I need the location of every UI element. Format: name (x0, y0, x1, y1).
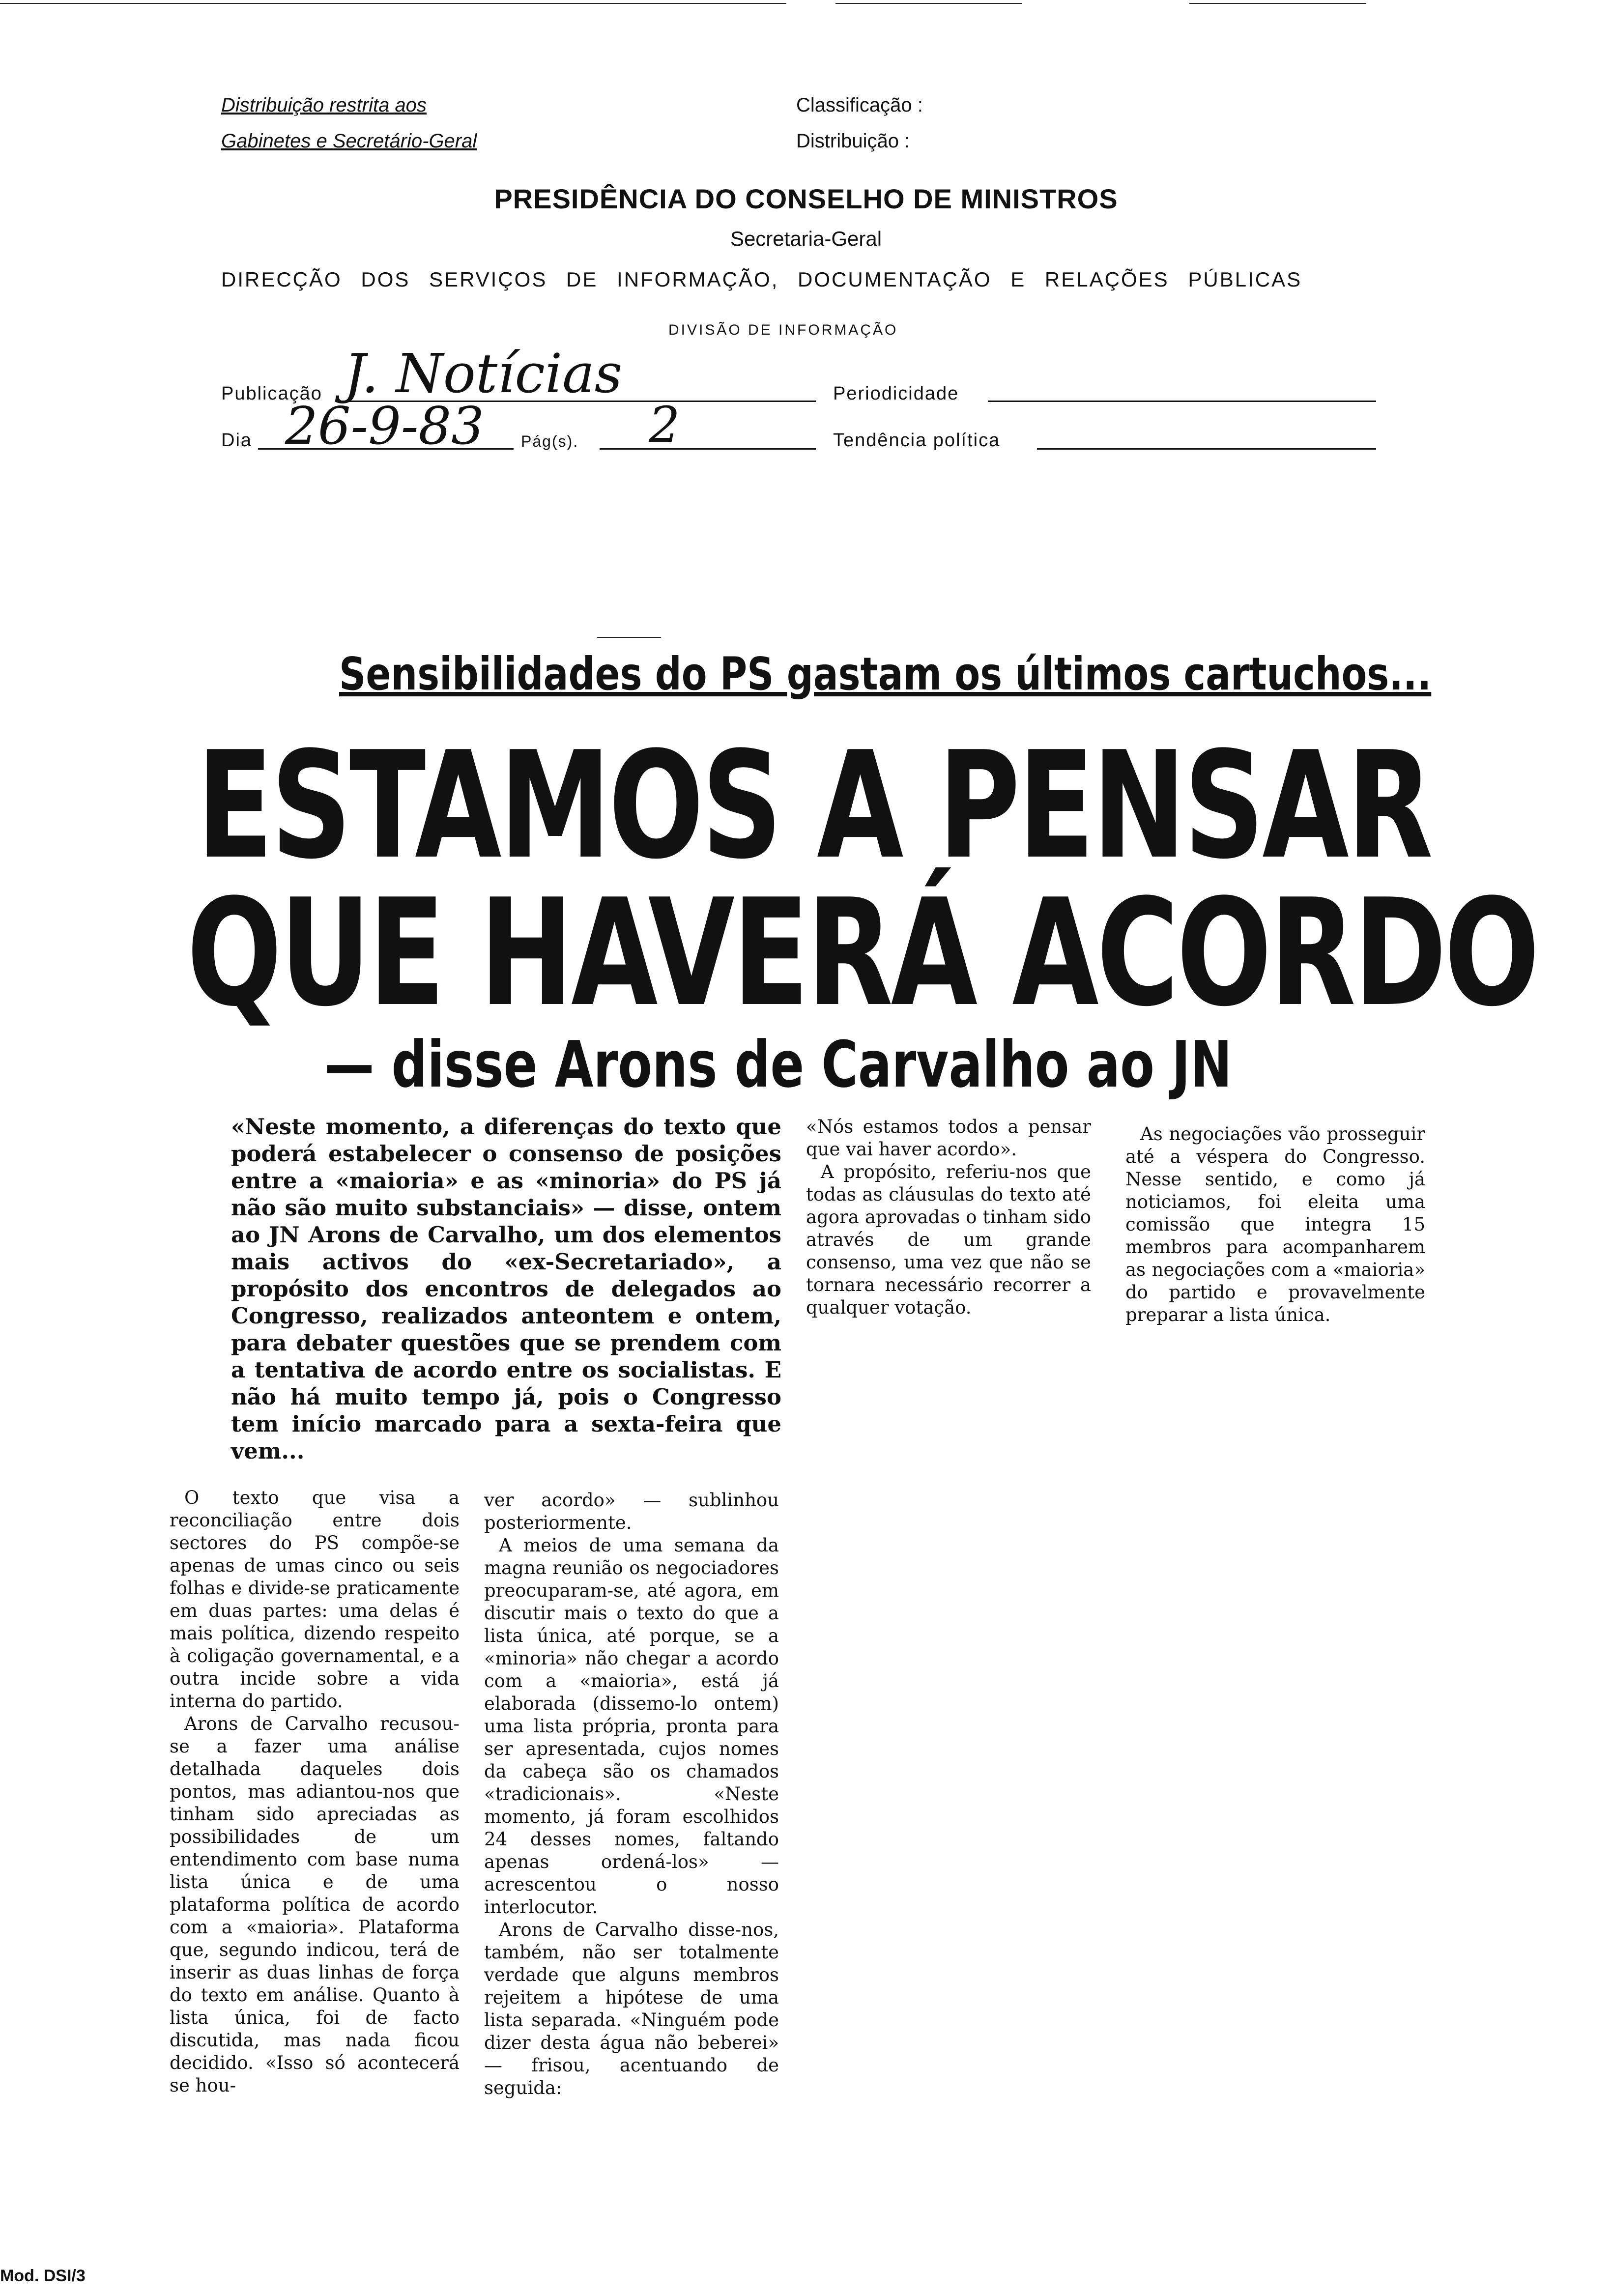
pages-label: Pág(s). (521, 432, 579, 450)
classification-label: Classificação : (796, 94, 923, 116)
paragraph: A propósito, referiu-nos que todas as cláusulas do texto até agora aprovadas o tinham sido através de um grande consenso, uma vez que não se tornara necessário recorrer a qualquer votação. (806, 1161, 1091, 1318)
article-byline: — disse Arons de Carvalho ao JN (324, 1027, 1232, 1102)
article-kicker: Sensibilidades do PS gastam os últimos cartuchos... (339, 648, 1432, 700)
pages-line (600, 448, 816, 450)
day-label: Dia (221, 430, 253, 451)
page-title: PRESIDÊNCIA DO CONSELHO DE MINISTROS (494, 183, 1118, 214)
separator-rule (597, 637, 661, 638)
scan-edge-rule (1189, 3, 1366, 4)
headline-line-2: QUE HAVERÁ ACORDO (187, 867, 1538, 1039)
paragraph: ver acordo» — sublinhou posteriormente. (484, 1490, 779, 1533)
distribution-line-1: Distribuição restrita aos (221, 94, 427, 116)
distribution-line-2: Gabinetes e Secretário-Geral (221, 130, 477, 152)
column-2 (484, 1489, 779, 2099)
periodicity-label: Periodicidade (833, 383, 959, 404)
column-right-1 (806, 1116, 1091, 1319)
page-subtitle: Secretaria-Geral (730, 227, 882, 250)
paragraph: Arons de Carvalho disse-nos, também, não ser totalmente verdade que alguns membros rejeitem a hipótese de uma lista separada. «Ninguém pode dizer desta água não beberei» — frisou, acentuando de seguida: (484, 1919, 779, 2098)
distribution-label: Distribuição : (796, 130, 910, 152)
day-value: 26-9-83 (285, 396, 484, 456)
scan-edge-rule (835, 3, 1022, 4)
form-code: Mod. DSI/3 (0, 2267, 86, 2285)
paragraph: «Nós estamos todos a pensar que vai haver acordo». (806, 1116, 1091, 1160)
publication-value: J. Notícias (344, 342, 623, 405)
paragraph: As negociações vão prosseguir até a véspera do Congresso. Nesse sentido, e como já noticiamos, foi eleita uma comissão que integra 15 membros para acompanharem as negociações com a «maioria» do partido e provavelmente preparar a lista única. (1125, 1123, 1425, 1325)
lead-paragraph: «Neste momento, a diferenças do texto que poderá estabelecer o consenso de posições entre a «maioria» e as «minoria» do PS já não são muito substanciais» — disse, ontem ao JN Arons de Carvalho, um dos elementos mais activos do «ex-Secretariado», a propósito dos encontros de delegados ao Congresso, realizados anteontem e ontem, para debater questões que se prendem com a tentativa de acordo entre os socialistas. E não há muito tempo já, pois o Congresso tem início marcado para a sexta-feira que vem... (231, 1114, 781, 1464)
political-tendency-label: Tendência política (833, 430, 1001, 451)
publication-label: Publicação (221, 383, 322, 404)
pages-value: 2 (649, 396, 680, 454)
paragraph: Arons de Carvalho recusou-se a fazer uma análise detalhada daqueles dois pontos, mas adiantou-nos que tinham sido apreciadas as possibilidades de um entendimento com base numa lista única e de uma plataforma política de acordo com a «maioria». Plataforma que, segundo indicou, terá de inserir as duas linhas de força do texto em análise. Quanto à lista única, foi de facto discutida, mas nada ficou decidido. «Isso só acontecerá se hou- (170, 1713, 460, 2096)
scan-edge-rule (0, 3, 786, 4)
classification-block (796, 94, 923, 152)
division-name: DIVISÃO DE INFORMAÇÃO (668, 322, 898, 338)
directorate-name: DIRECÇÃO DOS SERVIÇOS DE INFORMAÇÃO, DOCUMENTAÇÃO E RELAÇÕES PÚBLICAS (221, 268, 1302, 291)
political-tendency-line (1037, 448, 1376, 450)
column-1 (170, 1487, 460, 2097)
distribution-header (221, 94, 477, 152)
headline-line-1: ESTAMOS A PENSAR (197, 720, 1431, 891)
paragraph: O texto que visa a reconciliação entre dois sectores do PS compõe-se apenas de umas cinco ou seis folhas e divide-se praticamente em duas partes: uma delas é mais política, dizendo respeito à coligação governamental, e a outra incide sobre a vida interna do partido. (170, 1487, 460, 1712)
column-right-2 (1125, 1123, 1425, 1326)
paragraph: A meios de uma semana da magna reunião os negociadores preocuparam-se, até agora, em discutir mais o texto do que a lista única, até porque, se a «minoria» não chegar a acordo com a «maioria», está já elaborada (dissemo-lo ontem) uma lista própria, pronta para ser apresentada, cujos nomes da cabeça são os chamados «tradicionais». «Neste momento, já foram escolhidos 24 desses nomes, faltando apenas ordená-los» — acrescentou o nosso interlocutor. (484, 1535, 779, 1918)
periodicity-line (988, 401, 1376, 402)
